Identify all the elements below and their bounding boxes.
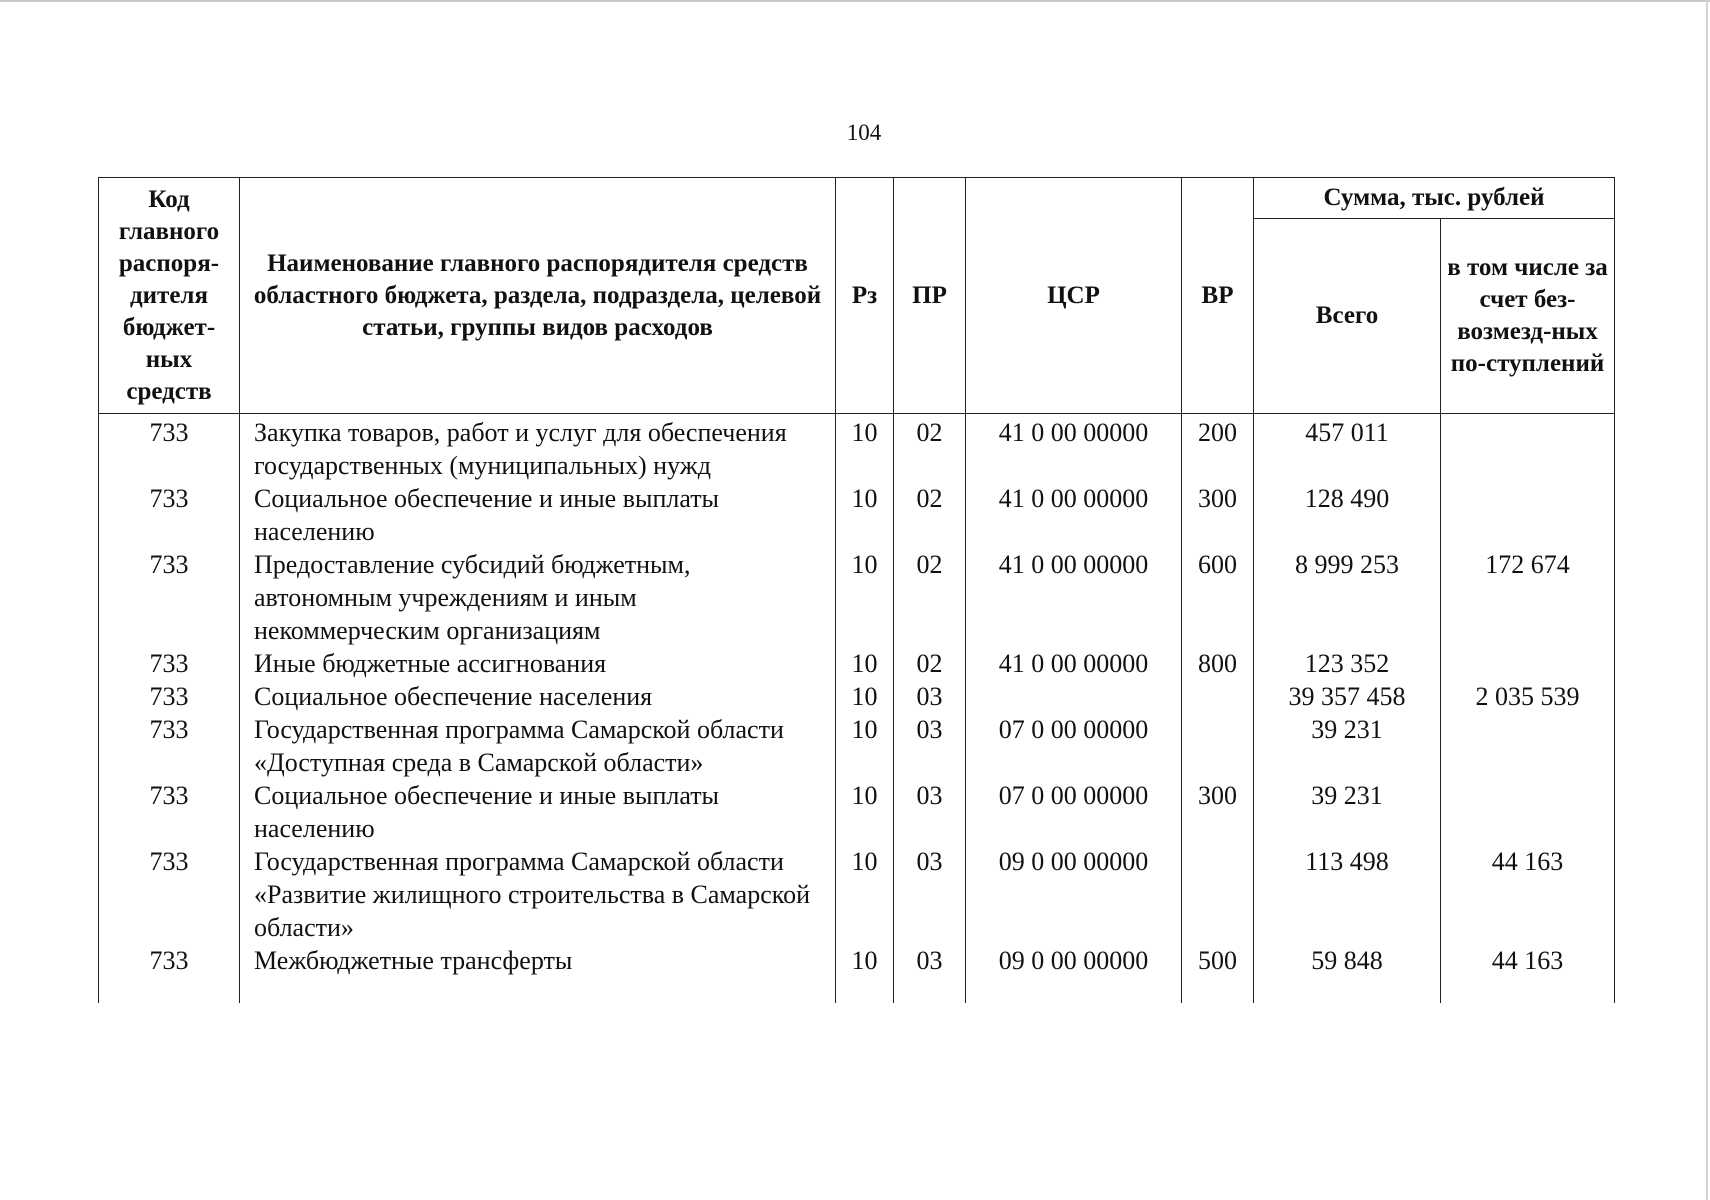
cell-incl: [1441, 779, 1615, 845]
table-row: [99, 414, 1615, 483]
cell-pr: 03: [894, 713, 966, 779]
cell-name: Закупка товаров, работ и услуг для обеспечения государственных (муниципальных) нужд: [240, 414, 836, 483]
cell-incl: [1441, 647, 1615, 680]
header-csr: ЦСР: [966, 178, 1182, 414]
cell-csr: 09 0 00 00000: [966, 944, 1182, 1003]
table-row: [99, 944, 1615, 1003]
table-body: [99, 414, 1615, 1004]
cell-pr: 02: [894, 548, 966, 647]
cell-code: 733: [99, 548, 240, 647]
cell-code: 733: [99, 845, 240, 944]
cell-code: 733: [99, 779, 240, 845]
cell-incl: [1441, 414, 1615, 483]
cell-incl: 172 674: [1441, 548, 1615, 647]
cell-rz: 10: [836, 414, 894, 483]
cell-pr: 02: [894, 414, 966, 483]
cell-name: Иные бюджетные ассигнования: [240, 647, 836, 680]
cell-total: 39 231: [1254, 779, 1441, 845]
cell-rz: 10: [836, 944, 894, 1003]
cell-vr: 800: [1182, 647, 1254, 680]
cell-pr: 02: [894, 647, 966, 680]
header-rz: Рз: [836, 178, 894, 414]
cell-total: 39 231: [1254, 713, 1441, 779]
header-vr: ВР: [1182, 178, 1254, 414]
cell-total: 8 999 253: [1254, 548, 1441, 647]
table-row: [99, 779, 1615, 845]
cell-rz: 10: [836, 845, 894, 944]
cell-vr: 300: [1182, 779, 1254, 845]
cell-pr: 03: [894, 779, 966, 845]
cell-name: Межбюджетные трансферты: [240, 944, 836, 1003]
cell-name: Государственная программа Самарской области «Доступная среда в Самарской области»: [240, 713, 836, 779]
table-header: [99, 178, 1615, 414]
cell-csr: 09 0 00 00000: [966, 845, 1182, 944]
budget-table: [98, 177, 1615, 1003]
cell-total: 59 848: [1254, 944, 1441, 1003]
cell-vr: [1182, 845, 1254, 944]
cell-incl: 44 163: [1441, 845, 1615, 944]
header-code: Код главного распоря-дителя бюджет-ных средств: [99, 178, 240, 414]
cell-incl: 2 035 539: [1441, 680, 1615, 713]
cell-rz: 10: [836, 779, 894, 845]
cell-total: 113 498: [1254, 845, 1441, 944]
cell-incl: 44 163: [1441, 944, 1615, 1003]
cell-pr: 03: [894, 845, 966, 944]
scan-edge-right: [1706, 0, 1708, 1200]
cell-csr: 41 0 00 00000: [966, 647, 1182, 680]
cell-total: 457 011: [1254, 414, 1441, 483]
header-incl: в том числе за счет без-возмезд-ных по-ступлений: [1441, 219, 1615, 414]
header-total: Всего: [1254, 219, 1441, 414]
cell-code: 733: [99, 414, 240, 483]
cell-incl: [1441, 482, 1615, 548]
cell-total: 128 490: [1254, 482, 1441, 548]
cell-pr: 03: [894, 944, 966, 1003]
scan-edge-top: [0, 0, 1710, 2]
cell-pr: 03: [894, 680, 966, 713]
cell-csr: 07 0 00 00000: [966, 779, 1182, 845]
cell-vr: [1182, 713, 1254, 779]
cell-rz: 10: [836, 680, 894, 713]
table-row: [99, 548, 1615, 647]
cell-name: Социальное обеспечение населения: [240, 680, 836, 713]
cell-code: 733: [99, 482, 240, 548]
table-row: [99, 647, 1615, 680]
table-row: [99, 845, 1615, 944]
cell-total: 39 357 458: [1254, 680, 1441, 713]
cell-pr: 02: [894, 482, 966, 548]
table-row: [99, 680, 1615, 713]
cell-csr: 41 0 00 00000: [966, 548, 1182, 647]
cell-csr: 41 0 00 00000: [966, 414, 1182, 483]
cell-name: Социальное обеспечение и иные выплаты населению: [240, 482, 836, 548]
cell-code: 733: [99, 680, 240, 713]
cell-vr: 200: [1182, 414, 1254, 483]
table-row: [99, 482, 1615, 548]
cell-name: Государственная программа Самарской области «Развитие жилищного строительства в Самарской области»: [240, 845, 836, 944]
cell-code: 733: [99, 944, 240, 1003]
cell-vr: [1182, 680, 1254, 713]
cell-vr: 500: [1182, 944, 1254, 1003]
cell-vr: 600: [1182, 548, 1254, 647]
cell-name: Социальное обеспечение и иные выплаты населению: [240, 779, 836, 845]
cell-incl: [1441, 713, 1615, 779]
cell-rz: 10: [836, 548, 894, 647]
header-sum: Сумма, тыс. рублей: [1254, 178, 1615, 219]
table-row: [99, 713, 1615, 779]
cell-code: 733: [99, 713, 240, 779]
header-pr: ПР: [894, 178, 966, 414]
cell-csr: 41 0 00 00000: [966, 482, 1182, 548]
cell-csr: [966, 680, 1182, 713]
cell-rz: 10: [836, 713, 894, 779]
page-number: 104: [846, 120, 882, 145]
cell-rz: 10: [836, 647, 894, 680]
cell-code: 733: [99, 647, 240, 680]
cell-csr: 07 0 00 00000: [966, 713, 1182, 779]
cell-name: Предоставление субсидий бюджетным, автономным учреждениям и иным некоммерческим организациям: [240, 548, 836, 647]
cell-vr: 300: [1182, 482, 1254, 548]
cell-total: 123 352: [1254, 647, 1441, 680]
header-name: Наименование главного распорядителя средств областного бюджета, раздела, подраздела, целевой статьи, группы видов расходов: [240, 178, 836, 414]
cell-rz: 10: [836, 482, 894, 548]
